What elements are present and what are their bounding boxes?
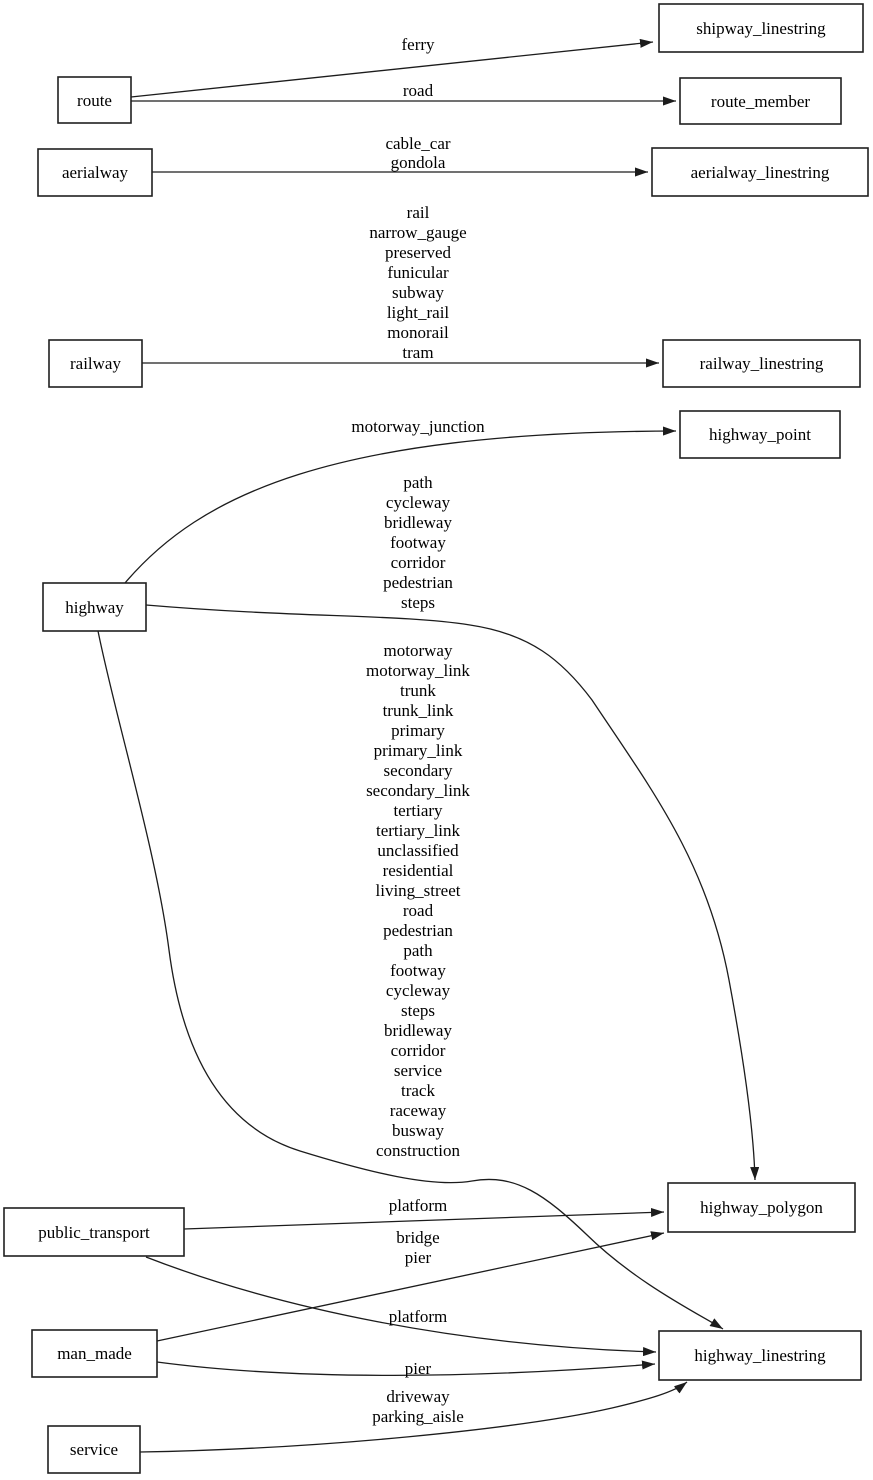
edge-label-bridge-pier: bridge pier	[396, 1228, 440, 1267]
edge-label-aerialway-values: cable_car gondola	[385, 134, 451, 172]
edge-label-highway-polygon-values: path cycleway bridleway footway corridor pedestrian steps	[383, 473, 453, 612]
node-aerialway-label: aerialway	[61, 163, 129, 182]
node-railway	[49, 340, 142, 387]
node-service	[48, 1426, 140, 1473]
node-highway_polygon	[668, 1183, 855, 1232]
node-aerialway_linestring-label: aerialway_linestring	[690, 163, 830, 182]
node-highway_point-label: highway_point	[709, 425, 811, 444]
node-service-label: service	[69, 1440, 119, 1459]
node-route	[58, 77, 131, 123]
node-man_made-label: man_made	[57, 1344, 132, 1363]
node-man_made	[32, 1330, 157, 1377]
edge-label-platform-polygon: platform	[388, 1196, 448, 1215]
node-shipway_linestring-label: shipway_linestring	[696, 19, 826, 38]
edge-label-motorway-junction: motorway_junction	[351, 417, 485, 436]
edge-public_transport-highway_linestring	[146, 1257, 656, 1352]
edge-route-shipway_linestring	[131, 42, 653, 97]
node-aerialway_linestring	[652, 148, 868, 196]
node-railway_linestring	[663, 340, 860, 387]
node-public_transport	[4, 1208, 184, 1256]
node-shipway_linestring	[659, 4, 863, 52]
node-highway_polygon-label: highway_polygon	[700, 1198, 823, 1217]
edge-label-highway-linestring-values: motorway motorway_link trunk trunk_link primary primary_link secondary secondary_link tertiary tertiary_link unclassified residential living_street road pedestrian path footway cycleway steps bridleway corridor service track raceway busway construction	[366, 641, 470, 1160]
node-public_transport-label: public_transport	[38, 1223, 150, 1242]
edge-label-railway-values: rail narrow_gauge preserved funicular subway light_rail monorail tram	[369, 203, 467, 362]
node-highway_linestring-label: highway_linestring	[694, 1346, 826, 1365]
node-aerialway	[38, 149, 152, 196]
node-highway_linestring	[659, 1331, 861, 1380]
edge-label-road: road	[402, 81, 434, 100]
edge-label-platform-linestring: platform	[388, 1307, 448, 1326]
node-route-label: route	[77, 91, 112, 110]
node-railway_linestring-label: railway_linestring	[699, 354, 824, 373]
node-railway-label: railway	[70, 354, 121, 373]
edge-label-service-values: driveway parking_aisle	[372, 1387, 464, 1426]
node-highway-label: highway	[65, 598, 124, 617]
node-route_member	[680, 78, 841, 124]
node-highway_point	[680, 411, 840, 458]
edge-label-ferry: ferry	[401, 35, 435, 54]
node-route_member-label: route_member	[710, 92, 811, 111]
edge-label-pier-linestring: pier	[404, 1359, 432, 1378]
edge-labels	[351, 35, 485, 1426]
node-highway	[43, 583, 146, 631]
